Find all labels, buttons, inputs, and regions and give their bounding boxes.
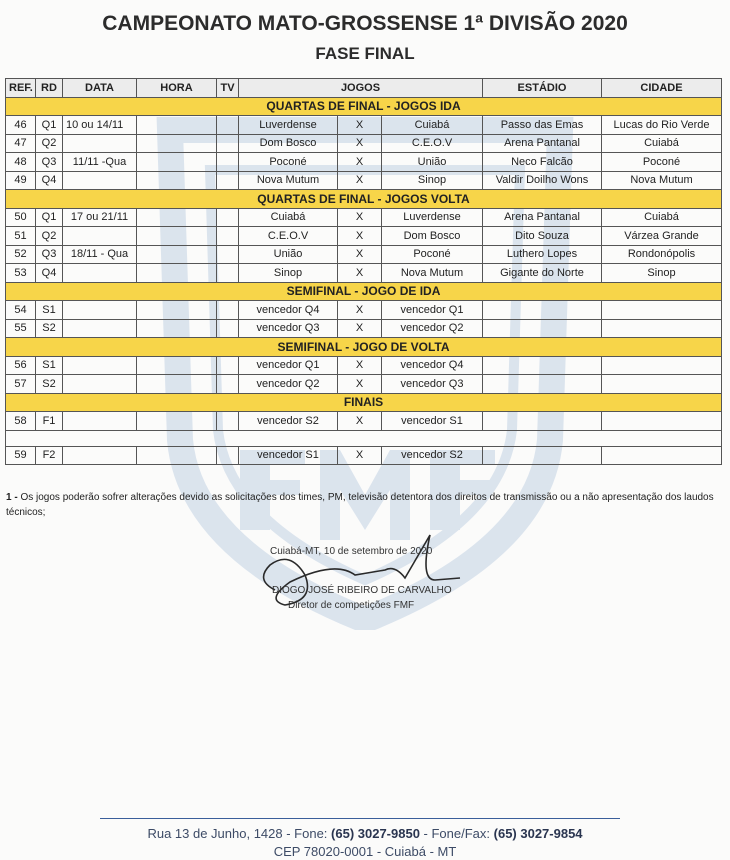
cell-cidade: Sinop xyxy=(602,264,722,283)
cell-estadio xyxy=(483,356,602,375)
cell-tv xyxy=(217,412,239,431)
cell-ref: 52 xyxy=(6,245,36,264)
cell-away: Luverdense xyxy=(382,208,483,227)
cell-home: Luverdense xyxy=(239,116,338,135)
cell-data: 11/11 -Qua xyxy=(63,153,137,172)
cell-away: Dom Bosco xyxy=(382,227,483,246)
section-header xyxy=(6,97,722,116)
cell-x: X xyxy=(338,245,382,264)
cell-hora xyxy=(137,134,217,153)
cell-tv xyxy=(217,208,239,227)
cell-ref: 55 xyxy=(6,319,36,338)
col-cidade: CIDADE xyxy=(602,79,722,98)
footnote-number: 1 - xyxy=(6,492,18,503)
cell-tv xyxy=(217,245,239,264)
cell-hora xyxy=(137,264,217,283)
section-title: QUARTAS DE FINAL - JOGOS IDA xyxy=(6,97,722,116)
cell-cidade: Nova Mutum xyxy=(602,171,722,190)
cell-tv xyxy=(217,227,239,246)
col-jogos: JOGOS xyxy=(239,79,483,98)
cell-tv xyxy=(217,134,239,153)
cell-away: vencedor Q3 xyxy=(382,375,483,394)
cell-hora xyxy=(137,171,217,190)
cell-away: vencedor Q2 xyxy=(382,319,483,338)
cell-estadio xyxy=(483,375,602,394)
table-row-blank xyxy=(6,430,722,446)
cell-cidade: Poconé xyxy=(602,153,722,172)
table-row xyxy=(6,227,722,246)
cell-estadio: Valdir Doilho Wons xyxy=(483,171,602,190)
cell-away: Nova Mutum xyxy=(382,264,483,283)
cell-home: vencedor Q1 xyxy=(239,356,338,375)
cell-x: X xyxy=(338,356,382,375)
section-title: SEMIFINAL - JOGO DE IDA xyxy=(6,282,722,301)
cell-cidade: Cuiabá xyxy=(602,134,722,153)
cell-cidade: Rondonópolis xyxy=(602,245,722,264)
cell-cidade xyxy=(602,446,722,465)
cell-hora xyxy=(137,356,217,375)
table-row xyxy=(6,245,722,264)
cell-data xyxy=(63,375,137,394)
cell-home: C.E.O.V xyxy=(239,227,338,246)
cell-x: X xyxy=(338,153,382,172)
cell-ref: 50 xyxy=(6,208,36,227)
blank-cell xyxy=(6,430,722,446)
section-header xyxy=(6,338,722,357)
cell-cidade xyxy=(602,375,722,394)
cell-data xyxy=(63,301,137,320)
cell-tv xyxy=(217,264,239,283)
table-row xyxy=(6,171,722,190)
col-rd: RD xyxy=(36,79,63,98)
section-header xyxy=(6,190,722,209)
signatory-role: Diretor de competições FMF xyxy=(288,600,415,611)
cell-ref: 53 xyxy=(6,264,36,283)
cell-data xyxy=(63,356,137,375)
cell-data: 10 ou 14/11 xyxy=(63,116,137,135)
footer-phone-1: (65) 3027-9850 xyxy=(331,826,420,841)
table-header-row xyxy=(6,79,722,98)
footer-address xyxy=(0,826,730,841)
cell-estadio xyxy=(483,301,602,320)
cell-cidade xyxy=(602,412,722,431)
cell-home: Dom Bosco xyxy=(239,134,338,153)
cell-estadio: Dito Souza xyxy=(483,227,602,246)
cell-away: vencedor Q1 xyxy=(382,301,483,320)
cell-estadio xyxy=(483,412,602,431)
cell-x: X xyxy=(338,227,382,246)
footer-phone-2: (65) 3027-9854 xyxy=(493,826,583,841)
cell-rd: Q3 xyxy=(36,153,63,172)
col-ref: REF. xyxy=(6,79,36,98)
cell-tv xyxy=(217,153,239,172)
page-title: CAMPEONATO MATO-GROSSENSE 1ª DIVISÃO 2020 xyxy=(102,12,628,35)
cell-estadio xyxy=(483,446,602,465)
cell-tv xyxy=(217,301,239,320)
col-data: DATA xyxy=(63,79,137,98)
cell-x: X xyxy=(338,375,382,394)
cell-tv xyxy=(217,116,239,135)
schedule-table xyxy=(5,78,722,465)
table-row xyxy=(6,153,722,172)
cell-away: Sinop xyxy=(382,171,483,190)
cell-tv xyxy=(217,446,239,465)
cell-rd: Q2 xyxy=(36,227,63,246)
cell-hora xyxy=(137,319,217,338)
cell-x: X xyxy=(338,116,382,135)
cell-estadio: Passo das Emas xyxy=(483,116,602,135)
table-row xyxy=(6,301,722,320)
cell-tv xyxy=(217,319,239,338)
cell-tv xyxy=(217,356,239,375)
table-row xyxy=(6,356,722,375)
cell-cidade xyxy=(602,356,722,375)
col-tv: TV xyxy=(217,79,239,98)
cell-rd: S2 xyxy=(36,375,63,394)
cell-x: X xyxy=(338,134,382,153)
cell-x: X xyxy=(338,208,382,227)
cell-home: vencedor S1 xyxy=(239,446,338,465)
cell-hora xyxy=(137,446,217,465)
cell-away: vencedor S1 xyxy=(382,412,483,431)
table-row xyxy=(6,319,722,338)
cell-cidade xyxy=(602,319,722,338)
cell-ref: 49 xyxy=(6,171,36,190)
cell-data xyxy=(63,446,137,465)
cell-ref: 54 xyxy=(6,301,36,320)
table-row xyxy=(6,446,722,465)
cell-hora xyxy=(137,301,217,320)
cell-rd: S1 xyxy=(36,301,63,320)
section-title: FINAIS xyxy=(6,393,722,412)
cell-estadio: Neco Falcão xyxy=(483,153,602,172)
cell-rd: Q1 xyxy=(36,208,63,227)
cell-ref: 46 xyxy=(6,116,36,135)
cell-data xyxy=(63,319,137,338)
cell-data xyxy=(63,134,137,153)
cell-estadio: Gigante do Norte xyxy=(483,264,602,283)
cell-rd: Q4 xyxy=(36,171,63,190)
cell-ref: 47 xyxy=(6,134,36,153)
cell-x: X xyxy=(338,412,382,431)
cell-hora xyxy=(137,412,217,431)
table-row xyxy=(6,412,722,431)
cell-home: Cuiabá xyxy=(239,208,338,227)
cell-x: X xyxy=(338,319,382,338)
cell-data: 17 ou 21/11 xyxy=(63,208,137,227)
cell-ref: 59 xyxy=(6,446,36,465)
cell-rd: Q1 xyxy=(36,116,63,135)
cell-cidade: Cuiabá xyxy=(602,208,722,227)
cell-ref: 58 xyxy=(6,412,36,431)
cell-data xyxy=(63,264,137,283)
table-row xyxy=(6,116,722,135)
cell-home: União xyxy=(239,245,338,264)
cell-home: vencedor Q2 xyxy=(239,375,338,394)
cell-x: X xyxy=(338,264,382,283)
cell-rd: F1 xyxy=(36,412,63,431)
table-row xyxy=(6,208,722,227)
cell-data xyxy=(63,171,137,190)
section-title: SEMIFINAL - JOGO DE VOLTA xyxy=(6,338,722,357)
signature-place-date: Cuiabá-MT, 10 de setembro de 2020 xyxy=(270,546,433,557)
cell-home: vencedor S2 xyxy=(239,412,338,431)
cell-estadio xyxy=(483,319,602,338)
cell-estadio: Luthero Lopes xyxy=(483,245,602,264)
page-subtitle: FASE FINAL xyxy=(315,44,415,63)
cell-away: vencedor Q4 xyxy=(382,356,483,375)
footnote-text: Os jogos poderão sofrer alterações devido as solicitações dos times, PM, televisão detentora dos direitos de transmissão ou a não apresentação dos laudos técnicos; xyxy=(6,492,714,518)
cell-home: vencedor Q3 xyxy=(239,319,338,338)
cell-away: vencedor S2 xyxy=(382,446,483,465)
cell-rd: F2 xyxy=(36,446,63,465)
cell-cidade xyxy=(602,301,722,320)
cell-data xyxy=(63,412,137,431)
col-hora: HORA xyxy=(137,79,217,98)
signatory-name: DIOGO JOSÉ RIBEIRO DE CARVALHO xyxy=(272,585,452,596)
cell-cidade: Lucas do Rio Verde xyxy=(602,116,722,135)
cell-away: União xyxy=(382,153,483,172)
cell-data: 18/11 - Qua xyxy=(63,245,137,264)
footnote xyxy=(6,490,724,520)
cell-x: X xyxy=(338,301,382,320)
cell-home: Nova Mutum xyxy=(239,171,338,190)
cell-estadio: Arena Pantanal xyxy=(483,134,602,153)
section-header xyxy=(6,282,722,301)
cell-ref: 48 xyxy=(6,153,36,172)
col-estadio: ESTÁDIO xyxy=(483,79,602,98)
table-row xyxy=(6,375,722,394)
footer-address-text: Rua 13 de Junho, 1428 - Fone: xyxy=(147,826,332,841)
footer-divider xyxy=(100,818,620,819)
cell-estadio: Arena Pantanal xyxy=(483,208,602,227)
cell-hora xyxy=(137,153,217,172)
cell-tv xyxy=(217,171,239,190)
cell-ref: 56 xyxy=(6,356,36,375)
table-row xyxy=(6,264,722,283)
cell-x: X xyxy=(338,171,382,190)
cell-cidade: Várzea Grande xyxy=(602,227,722,246)
cell-rd: S2 xyxy=(36,319,63,338)
cell-hora xyxy=(137,245,217,264)
cell-x: X xyxy=(338,446,382,465)
cell-away: C.E.O.V xyxy=(382,134,483,153)
footer-cep: CEP 78020-0001 - Cuiabá - MT xyxy=(273,844,457,859)
table-row xyxy=(6,134,722,153)
cell-rd: Q2 xyxy=(36,134,63,153)
cell-rd: Q4 xyxy=(36,264,63,283)
cell-hora xyxy=(137,375,217,394)
cell-rd: Q3 xyxy=(36,245,63,264)
cell-hora xyxy=(137,227,217,246)
cell-hora xyxy=(137,116,217,135)
cell-ref: 57 xyxy=(6,375,36,394)
cell-tv xyxy=(217,375,239,394)
cell-hora xyxy=(137,208,217,227)
cell-data xyxy=(63,227,137,246)
cell-ref: 51 xyxy=(6,227,36,246)
section-title: QUARTAS DE FINAL - JOGOS VOLTA xyxy=(6,190,722,209)
cell-home: Sinop xyxy=(239,264,338,283)
footer-fax-label: - Fone/Fax: xyxy=(419,826,494,841)
cell-home: Poconé xyxy=(239,153,338,172)
cell-away: Poconé xyxy=(382,245,483,264)
cell-home: vencedor Q4 xyxy=(239,301,338,320)
cell-away: Cuiabá xyxy=(382,116,483,135)
cell-rd: S1 xyxy=(36,356,63,375)
section-header xyxy=(6,393,722,412)
